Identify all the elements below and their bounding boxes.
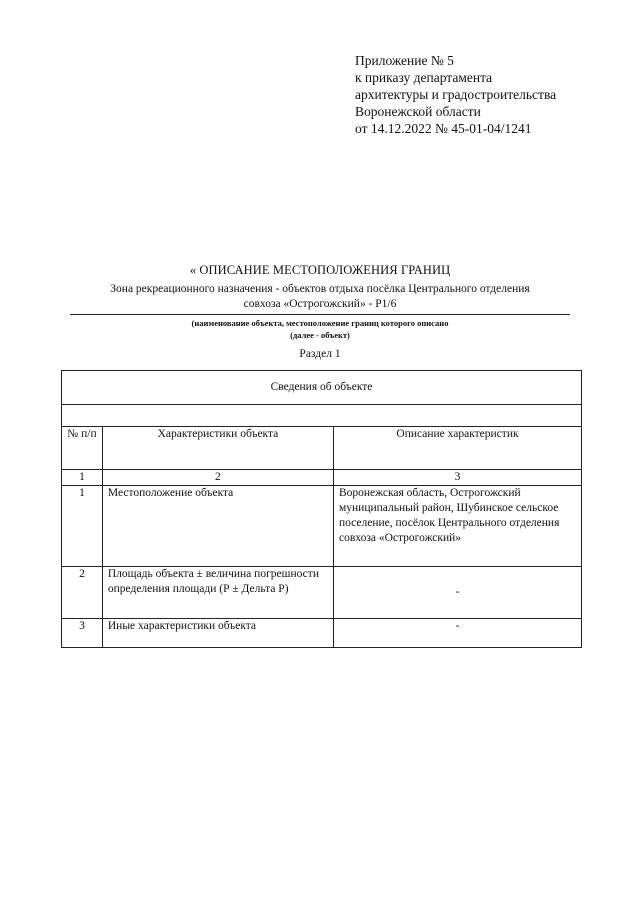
row-num: 1 (62, 486, 103, 567)
note-line: (наименование объекта, местоположение границ которого описано (191, 318, 449, 328)
table-caption: Сведения об объекте (62, 371, 582, 405)
row-description: - (333, 567, 581, 619)
object-info-table (61, 370, 582, 648)
title-text: ОПИСАНИЕ МЕСТОПОЛОЖЕНИЯ ГРАНИЦ (199, 263, 451, 277)
row-num: 2 (62, 567, 103, 619)
zone-line: Зона рекреационного назначения - объектов отдыха посёлка Центрального отделения (110, 283, 530, 295)
header-characteristic: Характеристики объекта (102, 427, 333, 470)
table-row (62, 486, 582, 567)
row-description: Воронежская область, Острогожский муниципальный район, Шубинское сельское поселение, посёлок Центрального отделения совхоза «Острогожский» (333, 486, 581, 567)
row-characteristic: Иные характеристики объекта (102, 619, 333, 648)
column-number: 1 (62, 470, 103, 486)
appendix-line: от 14.12.2022 № 45-01-04/1241 (355, 121, 532, 136)
zone-line: совхоза «Острогожский» - Р1/6 (243, 298, 397, 310)
row-characteristic: Площадь объекта ± величина погрешности определения площади (Р ± Дельта Р) (102, 567, 333, 619)
document-title (70, 262, 570, 278)
header-num: № п/п (62, 427, 103, 470)
underline-rule (70, 314, 570, 315)
note-line: (далее - объект) (290, 330, 350, 340)
section-heading: Раздел 1 (299, 348, 341, 360)
row-characteristic: Местоположение объекта (102, 486, 333, 567)
title-quote: « (189, 262, 197, 277)
zone-name (70, 282, 570, 312)
table-empty-row (62, 405, 582, 427)
appendix-block (355, 52, 556, 137)
row-num: 3 (62, 619, 103, 648)
appendix-line: Воронежской области (355, 104, 481, 119)
appendix-line: архитектуры и градостроительства (355, 87, 557, 102)
row-description: - (333, 619, 581, 648)
column-number: 2 (102, 470, 333, 486)
table-row (62, 619, 582, 648)
header-description: Описание характеристик (333, 427, 581, 470)
table-row (62, 567, 582, 619)
object-note (70, 317, 570, 341)
appendix-line: Приложение № 5 (355, 53, 454, 68)
appendix-line: к приказу департамента (355, 70, 493, 85)
column-number: 3 (333, 470, 581, 486)
